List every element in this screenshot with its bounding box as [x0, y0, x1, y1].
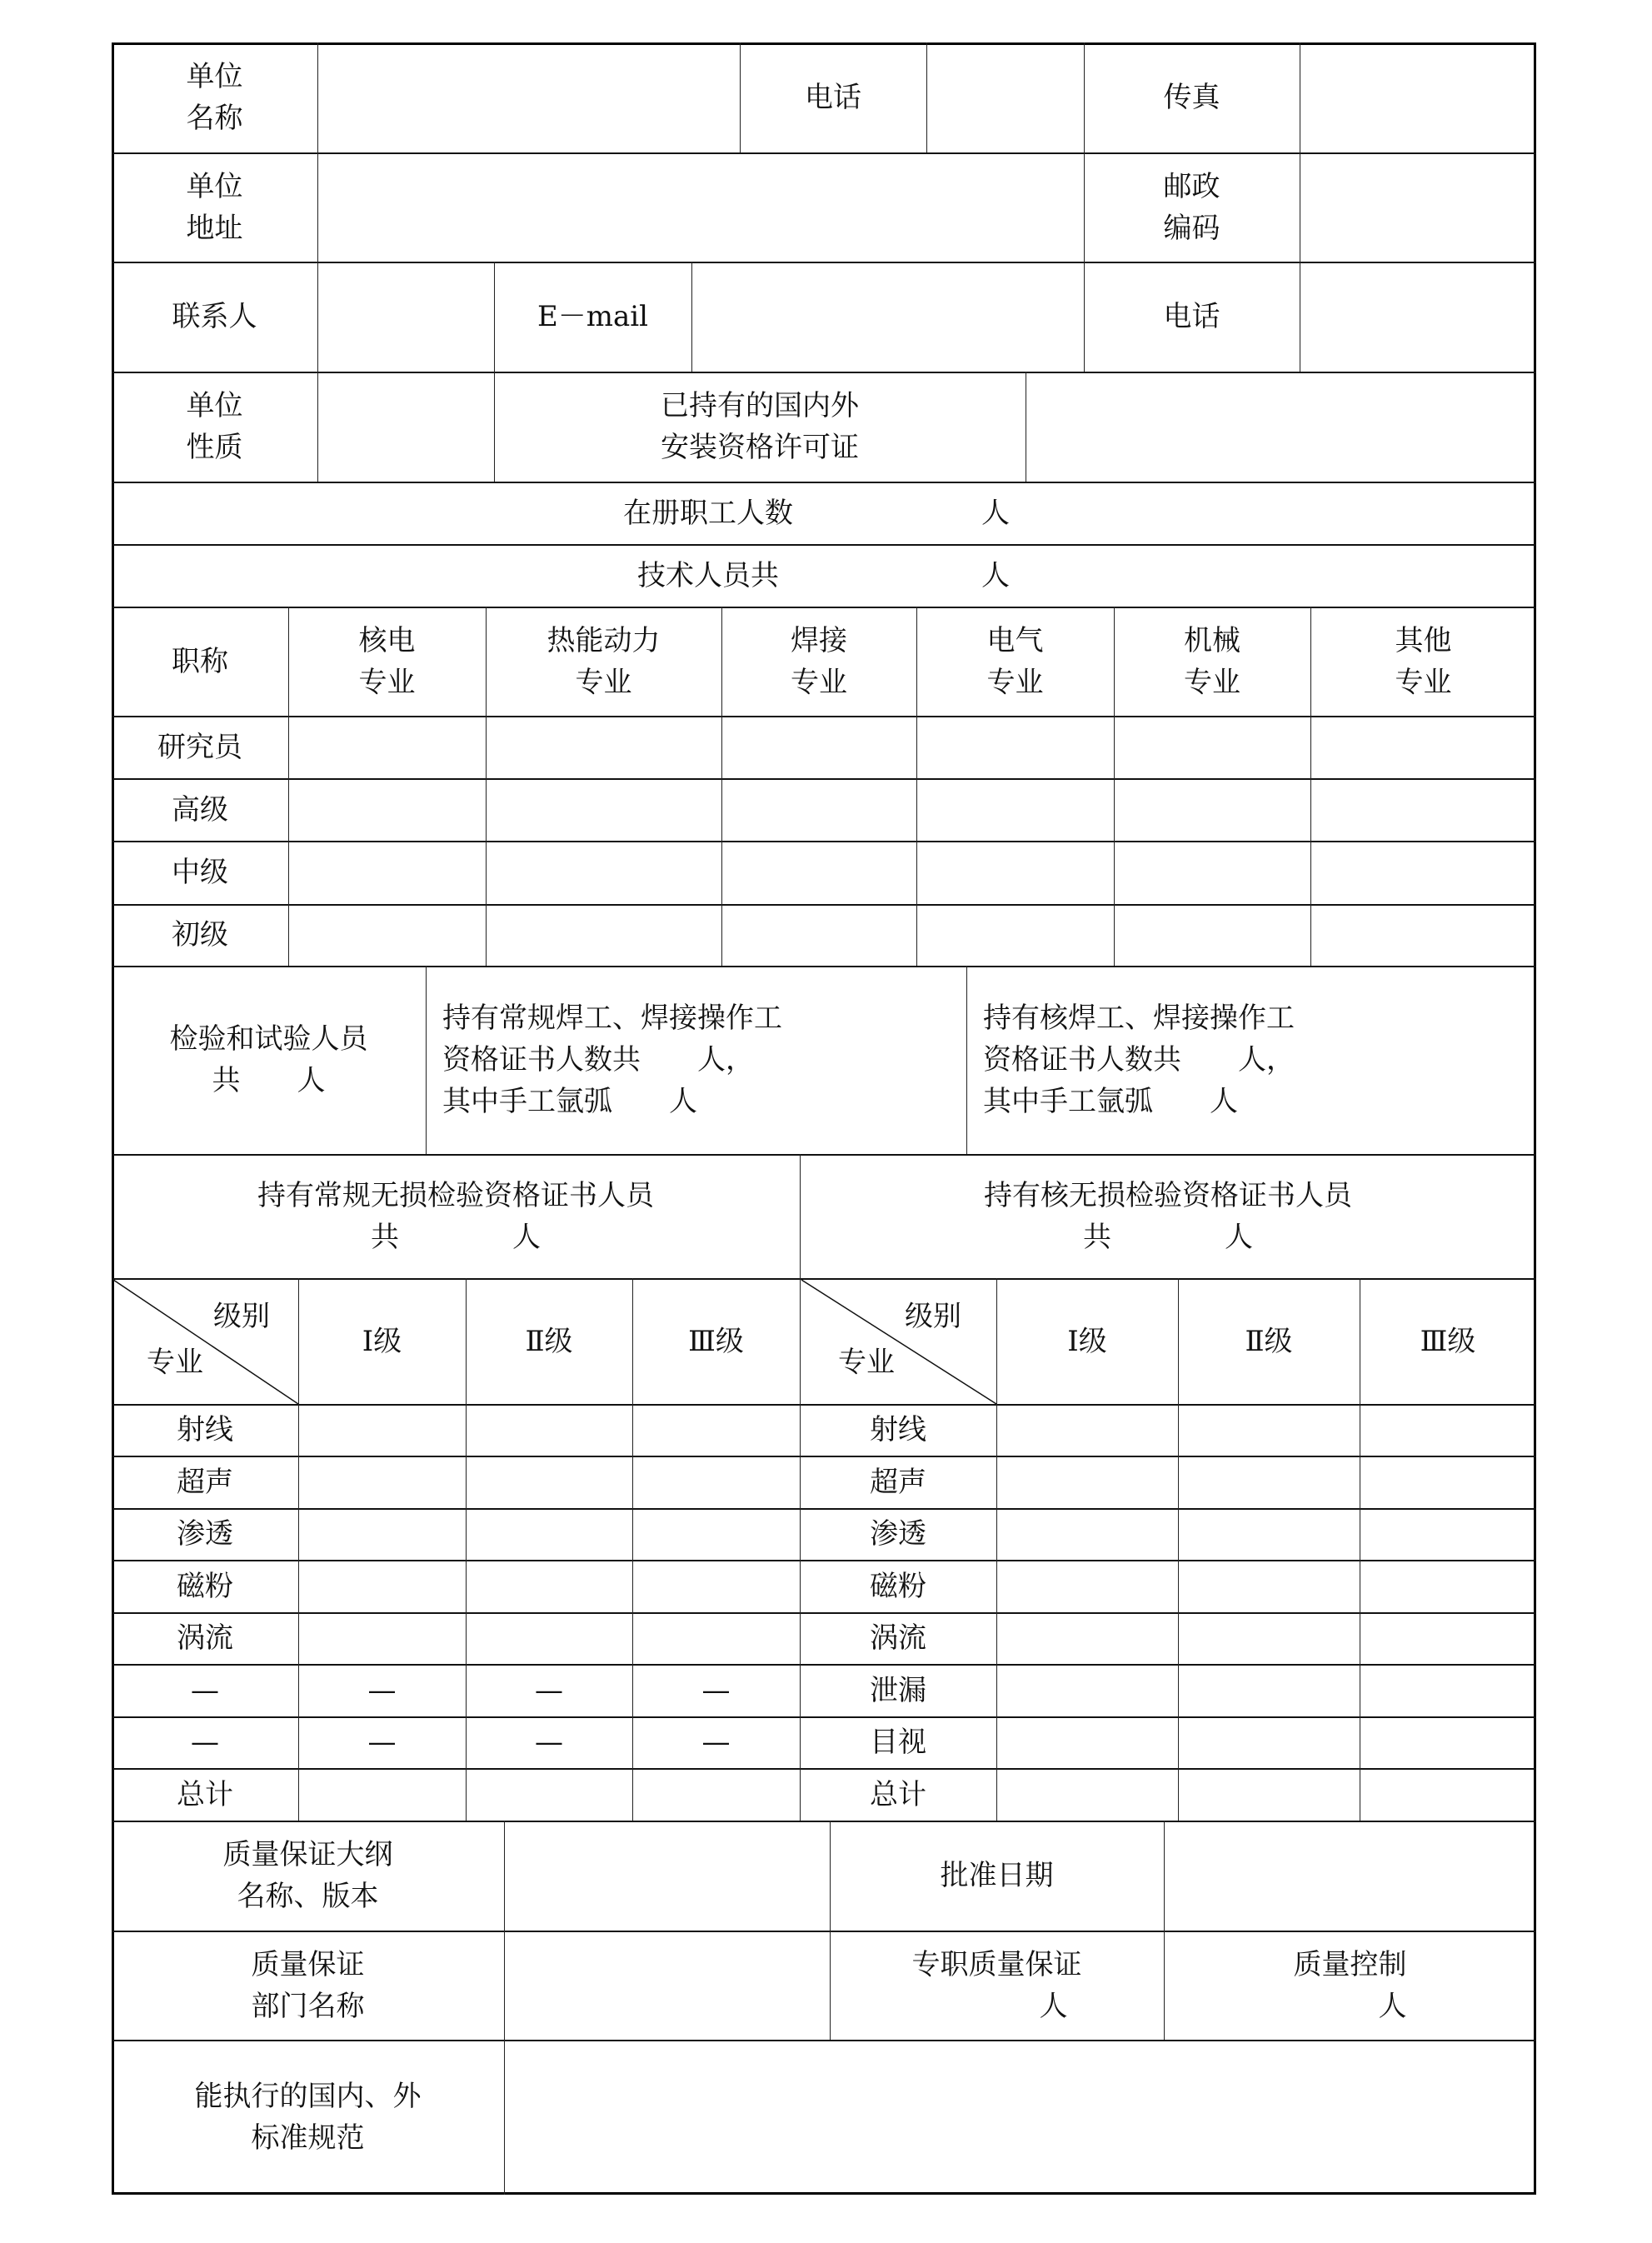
right-ndt-cell[interactable]: [1360, 1612, 1536, 1664]
ndt-right-header-level: 级别: [905, 1300, 961, 1333]
ndt-right-header-specialty: 专业: [838, 1346, 895, 1379]
left-ndt-cell[interactable]: [298, 1768, 466, 1821]
right-ndt-row-label: 渗透: [870, 1517, 926, 1551]
left-ndt-cell[interactable]: [632, 1404, 800, 1456]
title-row-label: 中级: [172, 856, 228, 889]
ndt-left-level-header: Ⅱ级: [525, 1324, 573, 1358]
ndt-right-level-header: Ⅱ级: [1245, 1324, 1293, 1358]
left-ndt-cell[interactable]: [466, 1768, 632, 1821]
phone-field[interactable]: [926, 42, 1084, 152]
registered-staff-label: 在册职工人数: [623, 496, 793, 530]
qa-department-label: 质量保证 部门名称: [251, 1947, 365, 2023]
fax-label: 传真: [1163, 81, 1220, 114]
right-ndt-row-label: 涡流: [870, 1621, 926, 1655]
right-ndt-cell[interactable]: [1178, 1768, 1360, 1821]
right-ndt-cell[interactable]: [1178, 1664, 1360, 1716]
left-ndt-cell[interactable]: [298, 1560, 466, 1612]
title-row-label: 研究员: [157, 730, 242, 764]
col-divider: [426, 966, 427, 1154]
right-ndt-cell[interactable]: [996, 1612, 1178, 1664]
unit-name-label: 单位 名称: [186, 60, 243, 135]
right-ndt-cell[interactable]: [1360, 1560, 1536, 1612]
phone-label: 电话: [805, 81, 861, 114]
left-ndt-row-label: 渗透: [177, 1517, 233, 1551]
right-ndt-cell[interactable]: [1178, 1560, 1360, 1612]
left-ndt-row-label: —: [191, 1726, 219, 1759]
left-ndt-cell[interactable]: [466, 1508, 632, 1560]
right-ndt-cell[interactable]: [1360, 1456, 1536, 1508]
qa-department-field[interactable]: [504, 1931, 830, 2040]
unit-nature-label: 单位 性质: [186, 389, 243, 464]
left-ndt-cell: —: [535, 1673, 563, 1707]
technical-staff-label: 技术人员共: [637, 558, 779, 592]
approval-date-label: 批准日期: [940, 1859, 1054, 1892]
right-ndt-cell[interactable]: [1360, 1768, 1536, 1821]
ndt-left-header-specialty: 专业: [147, 1346, 203, 1379]
left-ndt-row-label: 超声: [177, 1465, 233, 1499]
right-ndt-cell[interactable]: [1178, 1404, 1360, 1456]
qa-manual-label: 质量保证大纲 名称、版本: [222, 1838, 393, 1913]
right-ndt-row-label: 泄漏: [870, 1673, 926, 1707]
left-ndt-cell[interactable]: [632, 1768, 800, 1821]
contact-phone-field[interactable]: [1300, 262, 1536, 372]
ndt-left-level-header: Ⅰ级: [362, 1324, 402, 1358]
email-label: E－mail: [537, 300, 649, 333]
unit-nature-field[interactable]: [317, 372, 494, 482]
fax-field[interactable]: [1300, 42, 1536, 152]
left-ndt-cell[interactable]: [632, 1612, 800, 1664]
contact-phone-label: 电话: [1163, 300, 1220, 333]
conventional-welders-label: 持有常规焊工、焊接操作工 资格证书人数共 人， 其中手工氩弧 人: [442, 1002, 782, 1118]
unit-address-field[interactable]: [317, 152, 1084, 262]
title-column-header: 热能动力 专业: [547, 623, 661, 699]
left-ndt-cell[interactable]: [632, 1456, 800, 1508]
right-ndt-cell[interactable]: [996, 1664, 1178, 1716]
standards-field[interactable]: [504, 2040, 1536, 2195]
title-corner-label: 职称: [172, 644, 228, 678]
right-ndt-cell[interactable]: [996, 1768, 1178, 1821]
right-ndt-cell[interactable]: [996, 1404, 1178, 1456]
title-column-header: 机械 专业: [1184, 623, 1240, 699]
ndt-left-header-level: 级别: [213, 1300, 270, 1333]
standards-label: 能执行的国内、外 标准规范: [194, 2080, 422, 2155]
title-column-header: 焊接 专业: [791, 623, 847, 699]
inspection-staff-label: 检验和试验人员 共 人: [169, 1022, 368, 1097]
left-ndt-row-label: —: [191, 1673, 219, 1707]
approval-date-field[interactable]: [1164, 1821, 1536, 1931]
postal-code-field[interactable]: [1300, 152, 1536, 262]
right-ndt-cell[interactable]: [996, 1716, 1178, 1768]
ndt-left-level-header: Ⅲ级: [688, 1324, 744, 1358]
postal-code-label: 邮政 编码: [1163, 169, 1220, 245]
right-ndt-cell[interactable]: [1360, 1664, 1536, 1716]
qa-manual-field[interactable]: [504, 1821, 830, 1931]
col-divider: [966, 966, 967, 1154]
ndt-right-level-header: Ⅰ级: [1067, 1324, 1107, 1358]
right-ndt-cell[interactable]: [1178, 1716, 1360, 1768]
registered-staff-unit: 人: [981, 496, 1010, 530]
right-ndt-cell[interactable]: [996, 1560, 1178, 1612]
right-ndt-cell[interactable]: [1360, 1404, 1536, 1456]
left-ndt-cell[interactable]: [298, 1456, 466, 1508]
left-ndt-cell[interactable]: [466, 1612, 632, 1664]
technical-staff-field[interactable]: [833, 544, 975, 607]
left-ndt-cell: —: [535, 1726, 563, 1759]
right-ndt-cell[interactable]: [1178, 1508, 1360, 1560]
title-column-header: 核电 专业: [358, 623, 416, 699]
right-ndt-cell[interactable]: [1360, 1508, 1536, 1560]
left-ndt-row-label: 射线: [177, 1413, 233, 1446]
right-ndt-row-label: 目视: [870, 1726, 926, 1759]
right-ndt-cell[interactable]: [996, 1456, 1178, 1508]
left-ndt-cell: —: [701, 1673, 731, 1707]
left-ndt-cell: —: [701, 1726, 731, 1759]
right-ndt-cell[interactable]: [1178, 1612, 1360, 1664]
left-ndt-cell: —: [367, 1673, 397, 1707]
right-ndt-cell[interactable]: [1178, 1456, 1360, 1508]
email-field[interactable]: [691, 262, 1084, 372]
licenses-field[interactable]: [1026, 372, 1536, 482]
right-ndt-cell[interactable]: [1360, 1716, 1536, 1768]
left-ndt-cell[interactable]: [632, 1508, 800, 1560]
left-ndt-row-label: 涡流: [177, 1621, 233, 1655]
left-ndt-cell[interactable]: [466, 1404, 632, 1456]
left-ndt-cell[interactable]: [466, 1560, 632, 1612]
right-ndt-row-label: 总计: [870, 1777, 926, 1811]
right-ndt-row-label: 磁粉: [870, 1569, 926, 1603]
left-ndt-row-label: 总计: [177, 1777, 233, 1811]
left-ndt-cell[interactable]: [298, 1404, 466, 1456]
left-ndt-row-label: 磁粉: [177, 1569, 233, 1603]
left-ndt-cell[interactable]: [466, 1456, 632, 1508]
contact-label: 联系人: [172, 300, 257, 333]
nuclear-ndt-summary: 持有核无损检验资格证书人员 共 人: [984, 1178, 1352, 1254]
left-ndt-cell[interactable]: [298, 1508, 466, 1560]
left-ndt-cell: —: [367, 1726, 397, 1759]
title-table-input-area[interactable]: [288, 716, 1536, 966]
technical-staff-unit: 人: [981, 558, 1010, 592]
contact-field[interactable]: [317, 262, 494, 372]
right-ndt-row-label: 超声: [870, 1465, 926, 1499]
right-ndt-cell[interactable]: [996, 1508, 1178, 1560]
title-row-label: 初级: [172, 918, 228, 952]
unit-name-field[interactable]: [317, 42, 740, 152]
title-column-header: 其他 专业: [1395, 623, 1452, 699]
quality-control-label: 质量控制 人: [1293, 1947, 1407, 2023]
title-column-header: 电气 专业: [986, 623, 1044, 699]
unit-address-label: 单位 地址: [186, 169, 243, 245]
registered-staff-field[interactable]: [833, 482, 975, 544]
right-ndt-row-label: 射线: [870, 1413, 926, 1446]
left-ndt-cell[interactable]: [632, 1560, 800, 1612]
nuclear-welders-label: 持有核焊工、焊接操作工 资格证书人数共 人， 其中手工氩弧 人: [983, 1002, 1295, 1118]
left-ndt-cell[interactable]: [298, 1612, 466, 1664]
full-time-qa-label: 专职质量保证 人: [911, 1947, 1082, 2023]
ndt-right-level-header: Ⅲ级: [1420, 1324, 1476, 1358]
conventional-ndt-summary: 持有常规无损检验资格证书人员 共 人: [257, 1178, 654, 1254]
licenses-label: 已持有的国内外 安装资格许可证: [661, 389, 859, 464]
title-row-label: 高级: [172, 792, 228, 827]
